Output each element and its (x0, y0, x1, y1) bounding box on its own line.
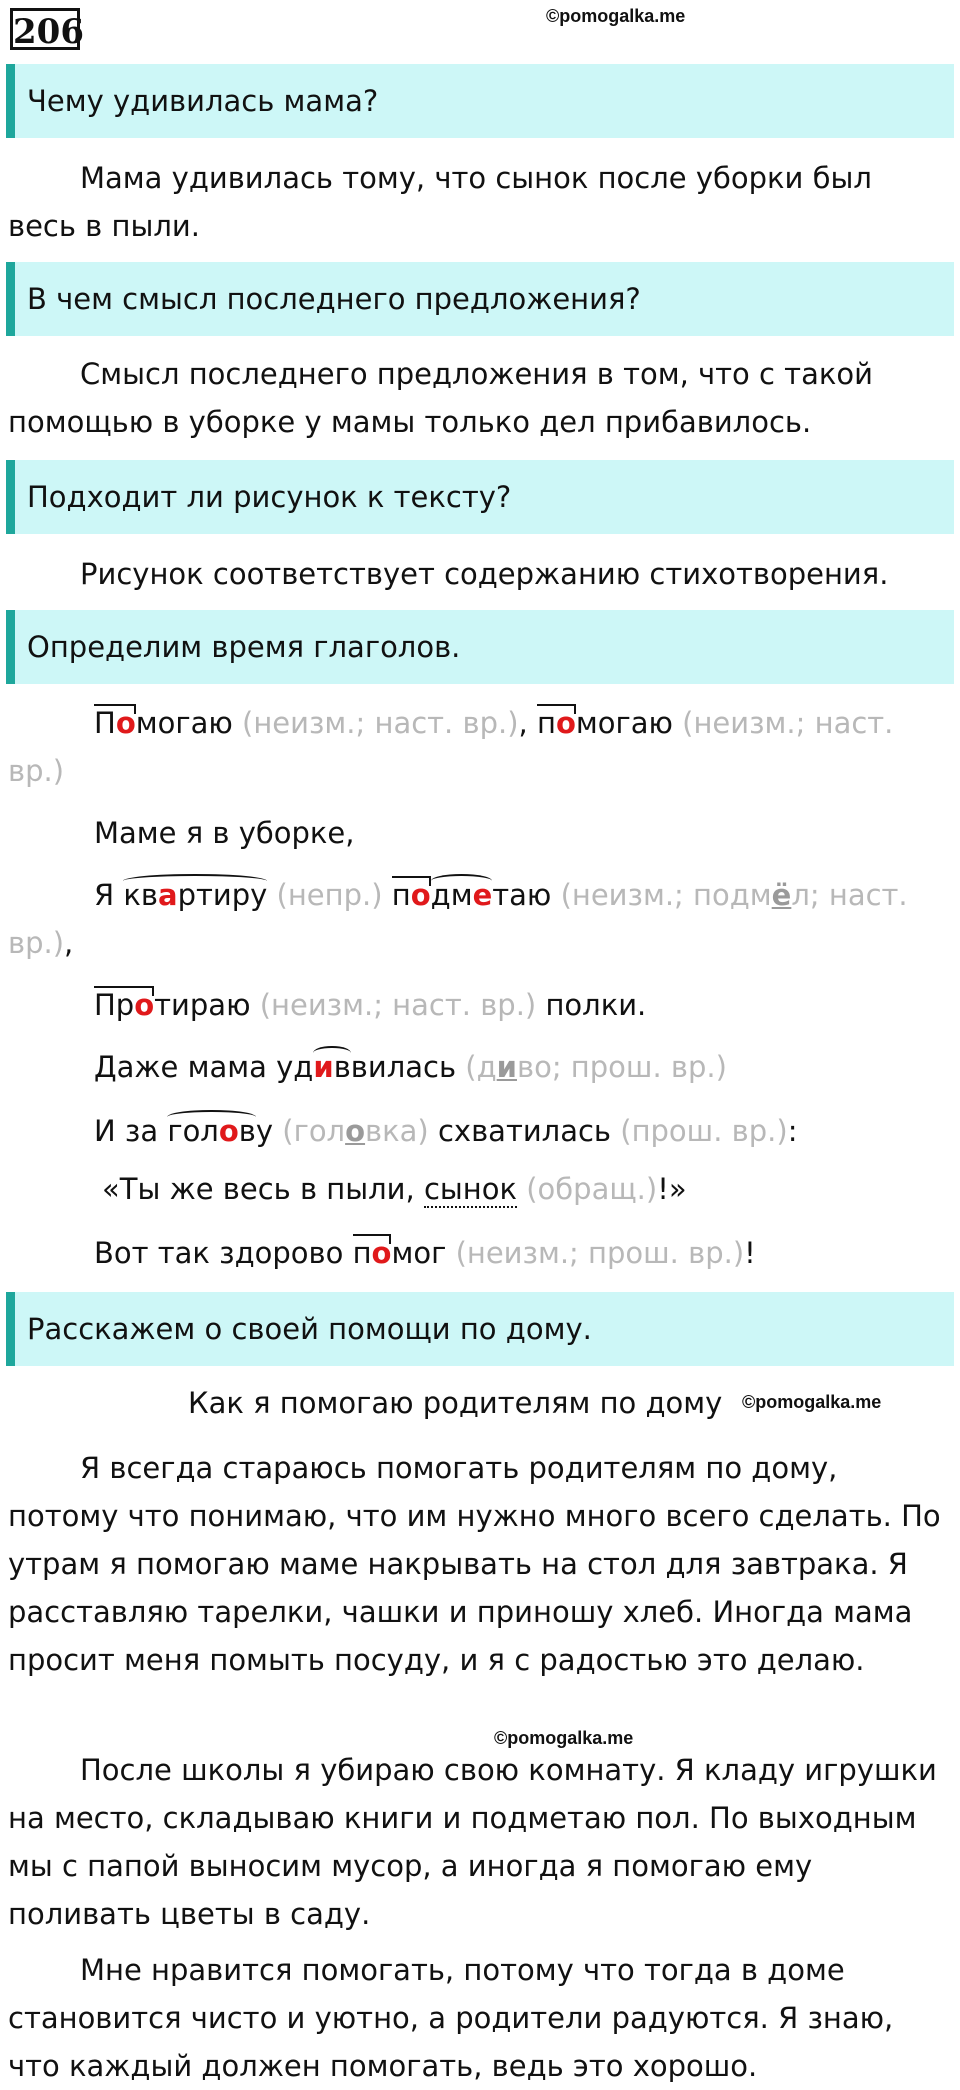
poem-line-6: И за голову (головка) схватилась (прош. вр.): (94, 1108, 797, 1154)
answer-surprise: Мама удивилась тому, что сынок после уборки был весь в пыли. (8, 161, 872, 243)
prefix-mark: по (353, 1230, 392, 1276)
poem-line-4: Протираю (неизм.; наст. вр.) полки. (94, 982, 646, 1028)
question-verb-tense: Определим время глаголов. (6, 610, 954, 684)
prefix-mark: По (94, 700, 136, 746)
prefix-mark: Про (94, 982, 154, 1028)
watermark: ©pomogalka.me (546, 6, 686, 26)
story-title: Как я помогаю родителям по дому (188, 1386, 723, 1420)
question-picture: Подходит ли рисунок к тексту? (6, 460, 954, 534)
question-home-help: Расскажем о своей помощи по дому. (6, 1292, 954, 1366)
prefix-mark: по (537, 700, 576, 746)
root-mark: голов (167, 1108, 256, 1154)
poem-line-7: «Ты же весь в пыли, сынок (обращ.)!» (102, 1172, 687, 1206)
address-mark: сынок (423, 1172, 517, 1206)
poem-line-1-wrap: вр.) (8, 754, 65, 788)
answer-meaning: Смысл последнего предложения в том, что с такой помощью в уборке у мамы только дел прибавилось. (8, 357, 873, 439)
story-paragraph-1: Я всегда стараюсь помогать родителям по дому, потому что понимаю, что им нужно много всего сделать. По утрам я помогаю маме накрывать на стол для завтрака. Я расставляю тарелки, чашки и приношу хлеб. Иногда мама просит меня помыть посуду, и я с радостью это делаю. (8, 1451, 941, 1677)
poem-line-3-wrap: вр.), (8, 926, 74, 960)
root-mark: квартиру (123, 872, 267, 918)
watermark: ©pomogalka.me (494, 1728, 634, 1748)
exercise-number: 206 (10, 8, 80, 50)
poem-line-8: Вот так здорово помог (неизм.; прош. вр.)! (94, 1230, 756, 1276)
root-mark: дме (431, 872, 493, 918)
story-paragraph-2: После школы я убираю свою комнату. Я кладу игрушки на место, складываю книги и подметаю пол. По выходным мы с папой выносим мусор, а иногда я помогаю ему поливать цветы в саду. (8, 1753, 937, 1931)
answer-picture: Рисунок соответствует содержанию стихотворения. (80, 557, 889, 591)
root-mark: ив (313, 1044, 350, 1090)
watermark: ©pomogalka.me (742, 1392, 882, 1412)
question-meaning: В чем смысл последнего предложения? (6, 262, 954, 336)
prefix-mark: по (392, 872, 431, 918)
poem-line-1: Помогаю (неизм.; наст. вр.), помогаю (неизм.; наст. (94, 700, 893, 746)
poem-line-3: Я квартиру (непр.) подметаю (неизм.; подмёл; наст. (94, 872, 908, 918)
poem-line-2: Маме я в уборке, (94, 816, 355, 850)
poem-line-5: Даже мама удиввилась (диво; прош. вр.) (94, 1044, 727, 1090)
story-paragraph-3: Мне нравится помогать, потому что тогда в доме становится чисто и уютно, а родители радуются. Я знаю, что каждый должен помогать, ведь это хорошо. (8, 1953, 894, 2083)
question-surprise: Чему удивилась мама? (6, 64, 954, 138)
